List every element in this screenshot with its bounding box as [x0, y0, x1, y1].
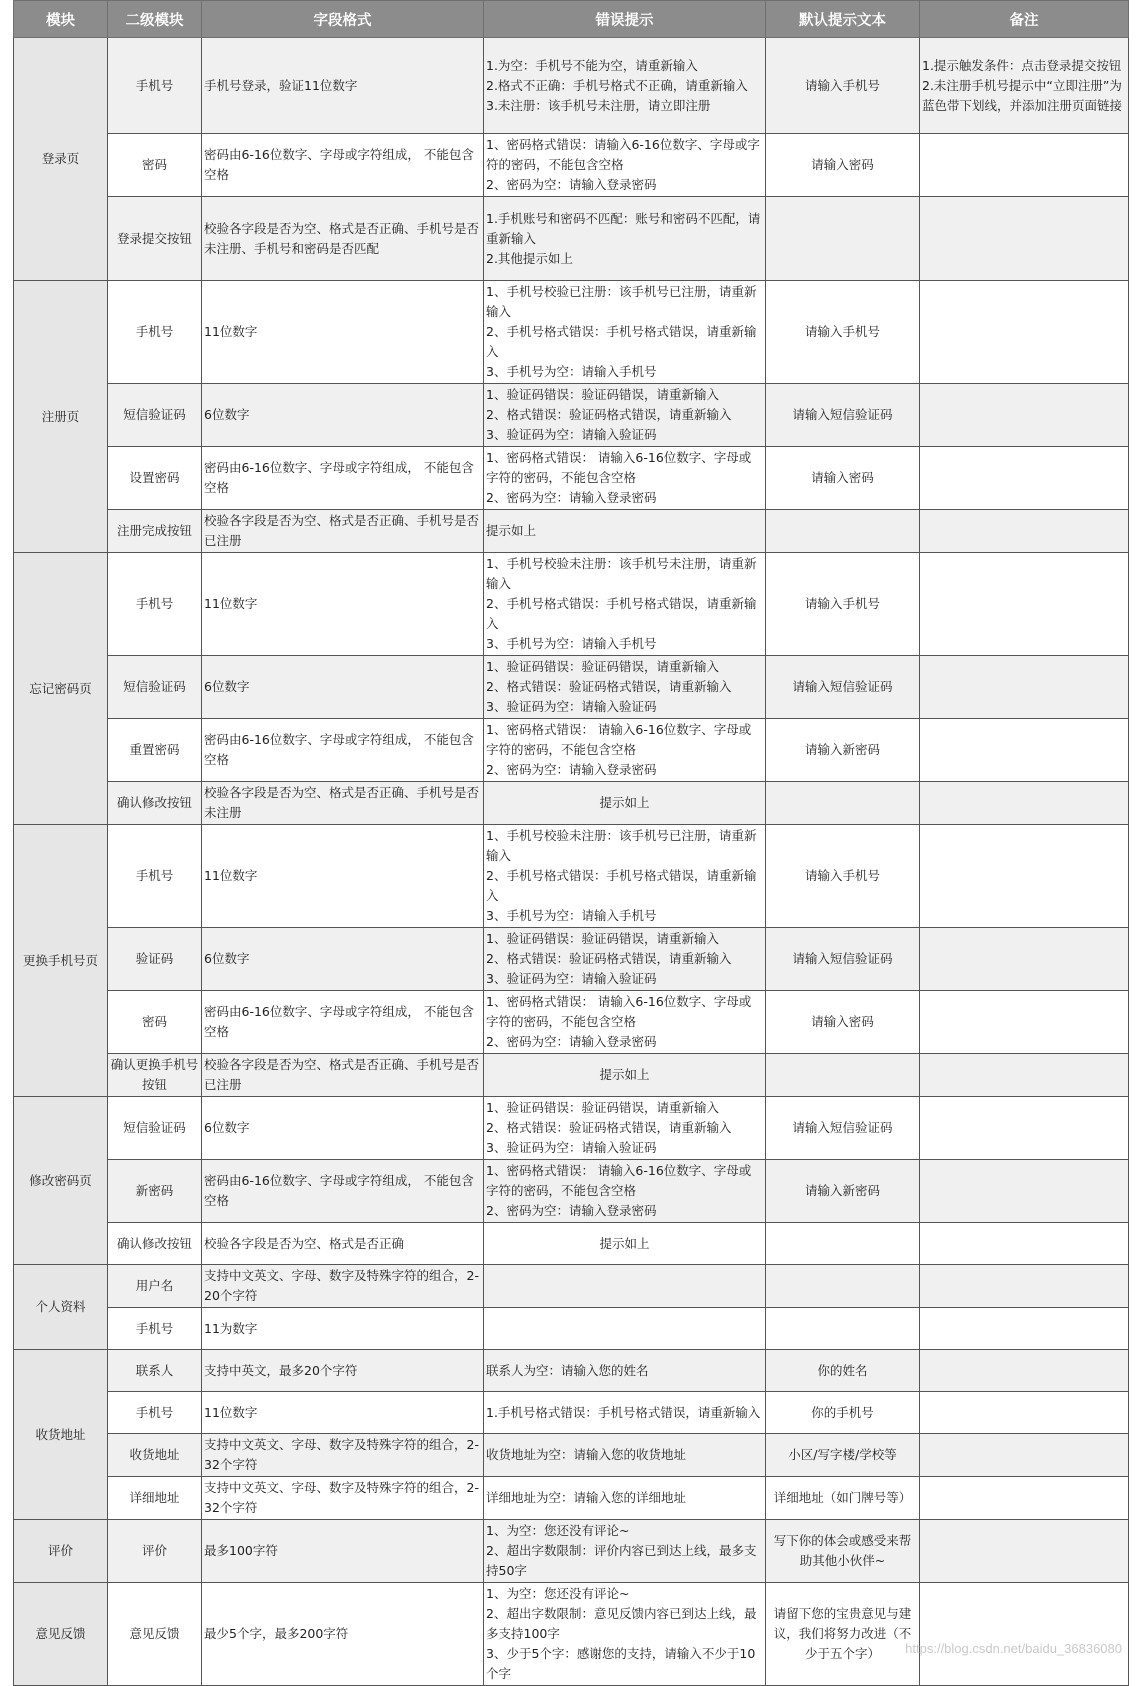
note-cell — [920, 1520, 1129, 1583]
error-tips-cell — [484, 1392, 766, 1434]
module-name-cell: 修改密码页 — [14, 1097, 108, 1265]
default-text-cell: 请输入短信验证码 — [766, 384, 920, 447]
header-cell: 错误提示 — [484, 1, 766, 38]
default-text-cell — [766, 782, 920, 825]
field-format-cell: 密码由6-16位数字、字母或字符组成， 不能包含空格 — [202, 719, 484, 782]
error-tip-line: 2.其他提示如上 — [486, 250, 573, 266]
default-text-cell — [766, 1054, 920, 1097]
table-row — [14, 553, 1129, 656]
field-format-cell: 11位数字 — [202, 281, 484, 384]
table-row — [14, 38, 1129, 134]
note-cell — [920, 1223, 1129, 1265]
submodule-cell: 手机号 — [108, 553, 202, 656]
table-row — [14, 1350, 1129, 1392]
submodule-cell: 联系人 — [108, 1350, 202, 1392]
module-name-cell: 收货地址 — [14, 1350, 108, 1520]
default-text-cell: 请输入手机号 — [766, 281, 920, 384]
error-tip-line: 3、少于5个字：感谢您的支持，请输入不少于10个字 — [486, 1646, 756, 1681]
error-tip-line: 2、格式错误：验证码格式错误，请重新输入 — [486, 1120, 732, 1135]
error-tips-cell — [484, 1477, 766, 1520]
error-tips-cell — [484, 825, 766, 928]
submodule-cell: 登录提交按钮 — [108, 197, 202, 281]
table-row — [14, 719, 1129, 782]
error-tip-line: 3、验证码为空：请输入验证码 — [486, 1140, 657, 1155]
note-cell — [920, 1392, 1129, 1434]
note-cell — [920, 1265, 1129, 1308]
module-name-cell: 登录页 — [14, 38, 108, 281]
field-format-cell: 密码由6-16位数字、字母或字符组成， 不能包含空格 — [202, 991, 484, 1054]
error-tips-cell — [484, 1583, 766, 1686]
table-row — [14, 1477, 1129, 1520]
table-row — [14, 447, 1129, 510]
module-name-cell: 注册页 — [14, 281, 108, 553]
default-text-cell: 小区/写字楼/学校等 — [766, 1434, 920, 1477]
error-tips-cell — [484, 134, 766, 197]
table-row — [14, 197, 1129, 281]
error-tip-line: 3、手机号为空：请输入手机号 — [486, 908, 657, 923]
header-cell: 默认提示文本 — [766, 1, 920, 38]
table-row — [14, 510, 1129, 553]
table-row — [14, 1160, 1129, 1223]
submodule-cell: 注册完成按钮 — [108, 510, 202, 553]
note-cell — [920, 991, 1129, 1054]
error-tip-line: 2、密码为空：请输入登录密码 — [486, 1034, 657, 1049]
submodule-cell: 新密码 — [108, 1160, 202, 1223]
note-cell — [920, 1583, 1129, 1686]
note-line: 1.提示触发条件：点击登录提交按钮 — [922, 57, 1122, 73]
error-tip-line: 3、手机号为空：请输入手机号 — [486, 364, 657, 379]
note-cell — [920, 1477, 1129, 1520]
error-tip-line: 1、验证码错误：验证码错误，请重新输入 — [486, 1100, 719, 1115]
default-text-cell: 请输入短信验证码 — [766, 1097, 920, 1160]
submodule-cell: 确认更换手机号按钮 — [108, 1054, 202, 1097]
error-tip-line: 1、密码格式错误： 请输入6-16位数字、字母或字符的密码，不能包含空格 — [486, 1163, 752, 1198]
note-cell — [920, 510, 1129, 553]
table-row — [14, 1265, 1129, 1308]
error-tip-line: 1、密码格式错误： 请输入6-16位数字、字母或字符的密码，不能包含空格 — [486, 450, 752, 485]
default-text-cell: 请输入密码 — [766, 134, 920, 197]
default-text-cell: 请输入新密码 — [766, 1160, 920, 1223]
module-name-cell: 忘记密码页 — [14, 553, 108, 825]
error-tip-line: 1、密码格式错误： 请输入6-16位数字、字母或字符的密码，不能包含空格 — [486, 722, 752, 757]
submodule-cell: 密码 — [108, 134, 202, 197]
error-tip-line: 1、手机号校验已注册：该手机号已注册，请重新输入 — [486, 284, 757, 319]
table-row — [14, 1097, 1129, 1160]
error-tip-line: 1、验证码错误：验证码错误，请重新输入 — [486, 387, 719, 402]
submodule-cell: 手机号 — [108, 1308, 202, 1350]
submodule-cell: 详细地址 — [108, 1477, 202, 1520]
default-text-cell: 详细地址（如门牌号等） — [766, 1477, 920, 1520]
field-format-cell: 11为数字 — [202, 1308, 484, 1350]
error-tips-cell — [484, 197, 766, 281]
error-tip-line: 提示如上 — [599, 795, 650, 810]
default-text-cell: 你的手机号 — [766, 1392, 920, 1434]
submodule-cell: 确认修改按钮 — [108, 1223, 202, 1265]
submodule-cell: 手机号 — [108, 1392, 202, 1434]
error-tips-cell — [484, 510, 766, 553]
field-format-cell: 校验各字段是否为空、格式是否正确、手机号是否未注册 — [202, 782, 484, 825]
error-tip-line: 1、手机号校验未注册：该手机号未注册，请重新输入 — [486, 556, 757, 591]
module-name-cell: 评价 — [14, 1520, 108, 1583]
submodule-cell: 短信验证码 — [108, 656, 202, 719]
error-tips-cell — [484, 553, 766, 656]
note-cell — [920, 447, 1129, 510]
note-cell — [920, 134, 1129, 197]
field-format-cell: 6位数字 — [202, 656, 484, 719]
note-cell — [920, 825, 1129, 928]
note-cell — [920, 1308, 1129, 1350]
table-row — [14, 281, 1129, 384]
error-tip-line: 1.为空：手机号不能为空，请重新输入 — [486, 57, 698, 73]
header-cell: 字段格式 — [202, 1, 484, 38]
error-tip-line: 2、手机号格式错误：手机号格式错误，请重新输入 — [486, 596, 757, 631]
field-format-cell: 支持中英文，最多20个字符 — [202, 1350, 484, 1392]
submodule-cell: 短信验证码 — [108, 384, 202, 447]
submodule-cell: 用户名 — [108, 1265, 202, 1308]
error-tip-line: 2、格式错误：验证码格式错误，请重新输入 — [486, 951, 732, 966]
default-text-cell: 请输入短信验证码 — [766, 928, 920, 991]
error-tip-line: 2、超出字数限制：意见反馈内容已到达上线，最多支持100字 — [486, 1606, 757, 1641]
field-format-cell: 11位数字 — [202, 1392, 484, 1434]
error-tip-line: 1、验证码错误：验证码错误，请重新输入 — [486, 931, 719, 946]
error-tip-line: 2、格式错误：验证码格式错误，请重新输入 — [486, 679, 732, 694]
error-tips-cell — [484, 1520, 766, 1583]
error-tip-line: 2、手机号格式错误：手机号格式错误，请重新输入 — [486, 324, 757, 359]
note-cell — [920, 38, 1129, 134]
submodule-cell: 重置密码 — [108, 719, 202, 782]
submodule-cell: 密码 — [108, 991, 202, 1054]
field-format-cell: 手机号登录，验证11位数字 — [202, 38, 484, 134]
error-tips-cell — [484, 719, 766, 782]
error-tips-cell — [484, 281, 766, 384]
error-tip-line: 1、为空：您还没有评论~ — [486, 1523, 630, 1538]
error-tips-cell — [484, 1223, 766, 1265]
default-text-cell: 请输入手机号 — [766, 553, 920, 656]
note-cell — [920, 1350, 1129, 1392]
default-text-cell — [766, 510, 920, 553]
submodule-cell: 手机号 — [108, 825, 202, 928]
note-cell — [920, 1160, 1129, 1223]
header-cell: 二级模块 — [108, 1, 202, 38]
error-tip-line: 收货地址为空：请输入您的收货地址 — [486, 1447, 687, 1462]
default-text-cell: 请输入手机号 — [766, 825, 920, 928]
error-tip-line: 1.手机账号和密码不匹配：账号和密码不匹配，请重新输入 — [486, 210, 761, 246]
error-tips-cell — [484, 991, 766, 1054]
error-tip-line: 提示如上 — [599, 1235, 650, 1251]
field-format-cell: 最少5个字，最多200字符 — [202, 1583, 484, 1686]
field-format-cell: 支持中文英文、字母、数字及特殊字符的组合，2-32个字符 — [202, 1434, 484, 1477]
submodule-cell: 手机号 — [108, 38, 202, 134]
note-line: 2.未注册手机号提示中“立即注册”为蓝色带下划线，并添加注册页面链接 — [922, 77, 1123, 113]
field-format-cell: 校验各字段是否为空、格式是否正确 — [202, 1223, 484, 1265]
error-tip-line: 1、为空：您还没有评论~ — [486, 1586, 630, 1601]
error-tips-cell — [484, 38, 766, 134]
note-cell — [920, 719, 1129, 782]
default-text-cell: 请留下您的宝贵意见与建议，我们将努力改进（不少于五个字） — [766, 1583, 920, 1686]
error-tips-cell — [484, 384, 766, 447]
error-tip-line: 详细地址为空：请输入您的详细地址 — [486, 1490, 687, 1505]
field-format-cell: 校验各字段是否为空、格式是否正确、手机号是否未注册、手机号和密码是否匹配 — [202, 197, 484, 281]
submodule-cell: 手机号 — [108, 281, 202, 384]
table-row — [14, 928, 1129, 991]
error-tips-cell — [484, 782, 766, 825]
table-row — [14, 825, 1129, 928]
error-tip-line: 1、验证码错误：验证码错误，请重新输入 — [486, 659, 719, 674]
error-tips-cell — [484, 1434, 766, 1477]
note-cell — [920, 656, 1129, 719]
default-text-cell: 请输入密码 — [766, 447, 920, 510]
watermark: https://blog.csdn.net/baidu_36836080 — [905, 1641, 1122, 1656]
table-row — [14, 1223, 1129, 1265]
error-tips-cell — [484, 1097, 766, 1160]
error-tip-line: 2、手机号格式错误：手机号格式错误，请重新输入 — [486, 868, 757, 903]
default-text-cell: 请输入手机号 — [766, 38, 920, 134]
error-tip-line: 2、超出字数限制：评价内容已到达上线，最多支持50字 — [486, 1543, 757, 1578]
error-tip-line: 1、密码格式错误：请输入6-16位数字、字母或字符的密码，不能包含空格 — [486, 137, 760, 172]
error-tip-line: 3、手机号为空：请输入手机号 — [486, 636, 657, 651]
module-name-cell: 更换手机号页 — [14, 825, 108, 1097]
default-text-cell — [766, 1223, 920, 1265]
note-cell — [920, 281, 1129, 384]
submodule-cell: 验证码 — [108, 928, 202, 991]
module-name-cell: 意见反馈 — [14, 1583, 108, 1686]
table-row — [14, 1434, 1129, 1477]
error-tip-line: 3、验证码为空：请输入验证码 — [486, 427, 657, 442]
field-format-cell: 密码由6-16位数字、字母或字符组成， 不能包含空格 — [202, 134, 484, 197]
error-tips-cell — [484, 1265, 766, 1308]
error-tips-cell — [484, 656, 766, 719]
default-text-cell: 请输入短信验证码 — [766, 656, 920, 719]
header-row — [14, 1, 1129, 38]
error-tip-line: 2、密码为空：请输入登录密码 — [486, 1203, 657, 1218]
default-text-cell: 写下你的体会或感受来帮助其他小伙伴~ — [766, 1520, 920, 1583]
error-tip-line: 2、密码为空：请输入登录密码 — [486, 177, 657, 192]
field-format-cell: 校验各字段是否为空、格式是否正确、手机号是否已注册 — [202, 1054, 484, 1097]
note-cell — [920, 197, 1129, 281]
table-row — [14, 1054, 1129, 1097]
submodule-cell: 收货地址 — [108, 1434, 202, 1477]
default-text-cell: 请输入密码 — [766, 991, 920, 1054]
submodule-cell: 评价 — [108, 1520, 202, 1583]
error-tip-line: 1、密码格式错误： 请输入6-16位数字、字母或字符的密码，不能包含空格 — [486, 994, 752, 1029]
field-format-cell: 11位数字 — [202, 553, 484, 656]
error-tip-line: 2、格式错误：验证码格式错误，请重新输入 — [486, 407, 732, 422]
error-tip-line: 1.手机号格式错误：手机号格式错误，请重新输入 — [486, 1404, 761, 1420]
note-cell — [920, 782, 1129, 825]
error-tips-cell — [484, 1054, 766, 1097]
error-tip-line: 3、验证码为空：请输入验证码 — [486, 699, 657, 714]
field-format-cell: 6位数字 — [202, 928, 484, 991]
field-format-cell: 6位数字 — [202, 1097, 484, 1160]
submodule-cell: 短信验证码 — [108, 1097, 202, 1160]
error-tips-cell — [484, 928, 766, 991]
note-cell — [920, 1434, 1129, 1477]
header-cell: 备注 — [920, 1, 1129, 38]
field-format-cell: 校验各字段是否为空、格式是否正确、手机号是否已注册 — [202, 510, 484, 553]
table-row — [14, 134, 1129, 197]
submodule-cell: 设置密码 — [108, 447, 202, 510]
error-tips-cell — [484, 1308, 766, 1350]
submodule-cell: 确认修改按钮 — [108, 782, 202, 825]
table-row — [14, 384, 1129, 447]
field-format-cell: 支持中文英文、字母、数字及特殊字符的组合，2-20个字符 — [202, 1265, 484, 1308]
table-row — [14, 1520, 1129, 1583]
field-format-cell: 密码由6-16位数字、字母或字符组成， 不能包含空格 — [202, 1160, 484, 1223]
table-row — [14, 1583, 1129, 1686]
default-text-cell: 请输入新密码 — [766, 719, 920, 782]
spec-table — [13, 0, 1129, 1686]
submodule-cell: 意见反馈 — [108, 1583, 202, 1686]
module-name-cell: 个人资料 — [14, 1265, 108, 1350]
error-tip-line: 3.未注册：该手机号未注册，请立即注册 — [486, 97, 711, 113]
field-format-cell: 支持中文英文、字母、数字及特殊字符的组合，2-32个字符 — [202, 1477, 484, 1520]
error-tip-line: 提示如上 — [599, 1067, 650, 1082]
table-row — [14, 1392, 1129, 1434]
header-cell: 模块 — [14, 1, 108, 38]
field-format-cell: 6位数字 — [202, 384, 484, 447]
error-tip-line: 3、验证码为空：请输入验证码 — [486, 971, 657, 986]
table-row — [14, 991, 1129, 1054]
error-tip-line: 2、密码为空：请输入登录密码 — [486, 762, 657, 777]
field-format-cell: 密码由6-16位数字、字母或字符组成， 不能包含空格 — [202, 447, 484, 510]
error-tip-line: 2.格式不正确：手机号格式不正确，请重新输入 — [486, 77, 748, 93]
field-format-cell: 11位数字 — [202, 825, 484, 928]
error-tips-cell — [484, 1160, 766, 1223]
note-cell — [920, 928, 1129, 991]
table-row — [14, 782, 1129, 825]
error-tip-line: 提示如上 — [486, 523, 537, 538]
default-text-cell — [766, 1308, 920, 1350]
table-row — [14, 656, 1129, 719]
note-cell — [920, 553, 1129, 656]
error-tips-cell — [484, 1350, 766, 1392]
error-tip-line: 联系人为空：请输入您的姓名 — [486, 1362, 649, 1378]
error-tip-line: 2、密码为空：请输入登录密码 — [486, 490, 657, 505]
note-cell — [920, 1097, 1129, 1160]
error-tips-cell — [484, 447, 766, 510]
field-format-cell: 最多100字符 — [202, 1520, 484, 1583]
default-text-cell — [766, 1265, 920, 1308]
default-text-cell — [766, 197, 920, 281]
error-tip-line: 1、手机号校验未注册：该手机号已注册，请重新输入 — [486, 828, 757, 863]
table-row — [14, 1308, 1129, 1350]
note-cell — [920, 384, 1129, 447]
default-text-cell: 你的姓名 — [766, 1350, 920, 1392]
note-cell — [920, 1054, 1129, 1097]
